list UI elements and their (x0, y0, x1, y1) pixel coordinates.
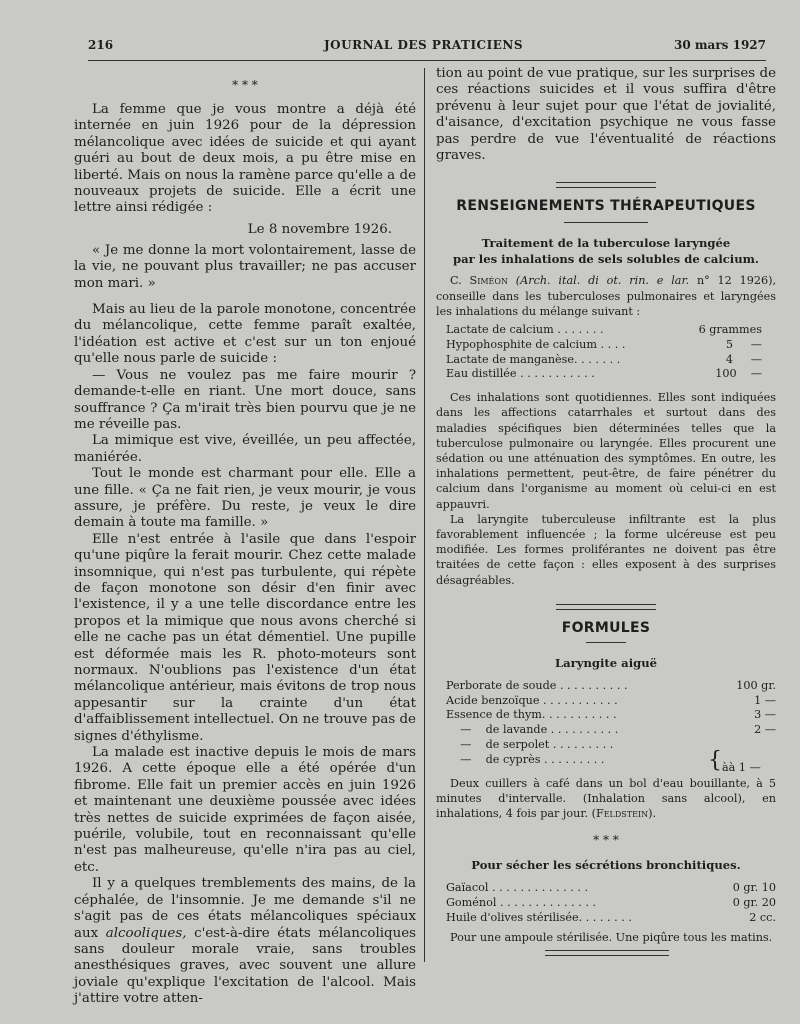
recipe-row (446, 723, 776, 738)
end-rule (545, 950, 669, 956)
issue-date: 30 mars 1927 (673, 38, 766, 52)
paragraph (74, 876, 416, 1007)
asterism: * * * (593, 833, 619, 848)
ingredient: Huile d'olives stérilisée. . . . . . . . (446, 910, 632, 924)
paragraph: Tout le monde est charmant pour elle. Elle a une fille. « Ça ne fait rien, je veux mourir, je vous assure, je préfère. Du reste, je veux le dire demain à toute ma famille. » (74, 466, 416, 531)
recipe-row (446, 896, 776, 911)
letter-quote: « Je me donne la mort volontairement, lasse de la vie, ne pouvant plus travailler; ne pas accuser mon mari. » (74, 242, 416, 291)
recipe-row (446, 881, 776, 896)
subheading: par les inhalations de sels solubles de calcium. (453, 252, 759, 267)
recipe-row (446, 323, 776, 338)
text-run: c'est-à-dire états mélancoliques sans douleur morale vraie, sans troubles anesthésiques graves, avec souvent une allure joviale qu'explique l'excitation de l'alcool. Mais j'attire votre atten- (74, 925, 417, 1007)
ingredient: Essence de thym. . . . . . . . . . . (446, 708, 617, 722)
recipe-table (446, 323, 776, 382)
ingredient: Goménol . . . . . . . . . . . . . . (446, 896, 596, 910)
text-run: n° 12 1926), conseille dans les tuberculoses pulmonaires et laryngées les inhalations du mélange suivant : (436, 274, 776, 318)
recipe-row (446, 338, 776, 353)
ingredient: Perborate de soude . . . . . . . . . . (446, 678, 628, 692)
reference-paragraph (436, 273, 776, 319)
ingredient: Gaïacol . . . . . . . . . . . . . . (446, 881, 589, 895)
quantity: 0 gr. 20 (732, 896, 776, 910)
paragraph (436, 776, 776, 822)
ingredient: Acide benzoïque . . . . . . . . . . . (446, 693, 618, 707)
right-column (436, 66, 776, 945)
quantity: 100 — (715, 367, 762, 381)
ingredient: Hypophosphite de calcium . . . . (446, 337, 626, 351)
ingredient: Lactate de calcium . . . . . . . (446, 323, 604, 337)
emphasis: alcooliques, (105, 925, 187, 941)
quantity: 1 — (754, 693, 776, 707)
recipe-table (446, 678, 776, 774)
quantity: 6 grammes (698, 323, 762, 337)
paragraph: Ces inhalations sont quotidiennes. Elles sont indiquées dans les affections catarrhales et surtout dans des maladies spécifiques bien déterminées telles que la tuberculose pulmonaire ou laryngée. Elles procurent une sédation ou une atténuation des symptômes. En outre, les inhalations permettent, peut-être, de faire pénétrer du calcium dans l'organisme au moment où celui-ci en est appauvri. (436, 391, 776, 511)
paragraph: La femme que je vous montre a déjà été internée en juin 1926 pour de la dépression mélancolique avec idées de suicide et qui ayant guéri au bout de deux mois, a pu être mise en liberté. Mais on nous la ramène parce qu'elle a de nouveaux projets de suicide. Elle a écrit une lettre ainsi rédigée : (74, 102, 416, 216)
recipe-row (446, 694, 776, 709)
ingredient: Eau distillée . . . . . . . . . . . (446, 367, 595, 381)
brace-quantity: àà 1 — (722, 760, 761, 774)
running-header (88, 36, 766, 56)
quantity: 3 — (754, 708, 776, 722)
recipe-row (446, 679, 776, 694)
subheading: Pour sécher les sécrétions bronchitiques. (471, 858, 741, 873)
page-number: 216 (88, 38, 114, 52)
paragraph: Elle n'est entrée à l'asile que dans l'espoir qu'une piqûre la ferait mourir. Chez cette malade insomnique, qui n'est pas turbulente, qui répète de façon monotone son désir d'en finir avec l'existence, il y a une telle discordance entre les propos et la mimique que nous avons cherché si elle ne cache pas un état démentiel. Une pupille est déformée mais les R. photo-moteurs sont normaux. N'oublions pas l'existence d'un état mélancolique antérieur, mais évitons de trop nous appesantir sur la crainte d'un état d'affaiblissement intellectuel. On ne trouve pas de signes d'éthylisme. (74, 531, 416, 744)
quantity: 0 gr. 10 (732, 881, 776, 895)
ingredient: — de lavande . . . . . . . . . . (446, 723, 619, 737)
paragraph: La mimique est vive, éveillée, un peu affectée, maniérée. (74, 433, 416, 465)
section-heading: RENSEIGNEMENTS THÉRAPEUTIQUES (456, 198, 756, 215)
section-heading: FORMULES (561, 619, 651, 636)
paragraph: Mais au lieu de la parole monotone, concentrée du mélancolique, cette femme paraît exaltée, l'idéation est active et c'est sur un ton enjoué qu'elle nous parle de suicide : (74, 302, 416, 367)
recipe-row (446, 708, 776, 723)
author: Feldstein (595, 807, 649, 821)
paragraph: — Vous ne voulez pas me faire mourir ? demande-t-elle en riant. Une mort douce, sans souffrance ? Ça m'irait très bien pourvu que je ne me réveille pas. (74, 367, 416, 432)
text-run: ). (648, 807, 657, 821)
subheading: Laryngite aiguë (554, 655, 658, 670)
paragraph: tion au point de vue pratique, sur les surprises de ces réactions suicides et il vous suffira d'être prévenu à leur sujet pour que l'état de jovialité, d'aisance, d'excitation psychique ne vous fasse pas perdre de vue l'éventualité de réactions graves. (436, 66, 776, 164)
recipe-row (446, 911, 776, 926)
recipe-row (446, 367, 776, 382)
ingredient: — de cyprès . . . . . . . . . (446, 752, 605, 766)
ingredient: Lactate de manganèse. . . . . . . (446, 352, 621, 366)
quantity: 5 — (725, 337, 762, 351)
letter-date: Le 8 novembre 1926. (247, 221, 392, 237)
asterism: * * * (232, 78, 258, 92)
text-run: Il y a quelques tremblements des mains, de la céphalée, de l'insomnie. Je me demande s'il ne s'agit pas de ces états mélancoliques spéciaux aux (74, 876, 416, 941)
header-rule (88, 60, 766, 61)
recipe-row (446, 353, 776, 368)
paragraph: La laryngite tuberculeuse infiltrante est la plus favorablement influencée ; la forme ulcéreuse est peu modifiée. Les formes proliférantes ne doivent pas être traitées de cette façon : elles exposent à des surprises désagréables. (436, 512, 776, 587)
journal-title: JOURNAL DES PRATICIENS (324, 38, 523, 52)
left-column (74, 66, 416, 1008)
quantity: 2 cc. (749, 910, 776, 924)
author: C. Siméon (450, 274, 508, 288)
subheading: Traitement de la tuberculose laryngée (481, 236, 731, 251)
recipe-table (446, 881, 776, 925)
quantity: 4 — (725, 352, 762, 366)
quantity: 100 gr. (736, 678, 776, 692)
text-run: Deux cuillers à café dans un bol d'eau bouillante, à 5 minutes d'intervalle. (Inhalation sans alcool), en inhalations, 4 fois par jour. ( (436, 776, 776, 821)
quantity: 2 — (754, 723, 776, 737)
journal-ref: (Arch. ital. di ot. rin. e lar. (515, 274, 690, 288)
column-divider (424, 68, 425, 962)
paragraph: La malade est inactive depuis le mois de mars 1926. A cette époque elle a été opérée d'un fibrome. Elle fait un premier accès en juin 1926 et maintenant une deuxième poussée avec idées très nettes de suicide exprimées de façon aisée, puérile, volubile, tout en reconnaissant qu'elle n'est pas malheureuse, qu'elle n'ira pas au ciel, etc. (74, 745, 416, 875)
brace: { (708, 747, 722, 773)
recipe-row (446, 738, 776, 753)
paragraph: Pour une ampoule stérilisée. Une piqûre tous les matins. (450, 930, 773, 944)
ingredient: — de serpolet . . . . . . . . . (446, 738, 614, 752)
